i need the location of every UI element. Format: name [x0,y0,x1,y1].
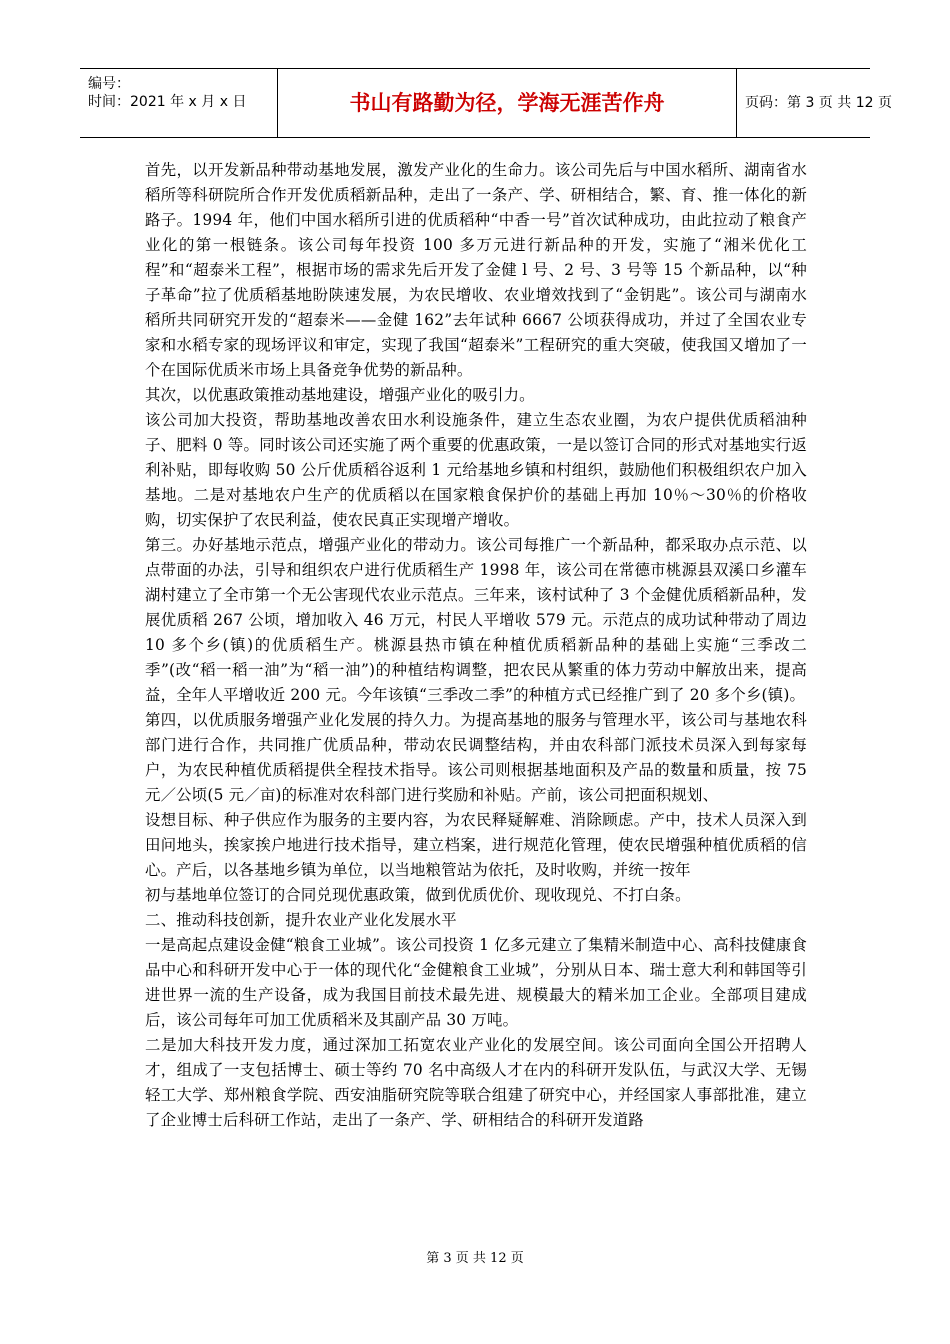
page-footer: 第 3 页 共 12 页 [426,1251,524,1266]
paragraph: 一是高起点建设金健“粮食工业城”。该公司投资 1 亿多元建立了集精米制造中心、高科技健康食品中心和科研开发中心于一体的现代化“金健粮食工业城”，分别从日本、瑞士意大利和韩国等引进世界一流的生产设备，成为我国目前技术最先进、规模最大的精米加工企业。全部项目建成后，该公司每年可加工优质稻米及其副产品 30 万吨。 [145,936,807,1029]
paragraph: 首先，以开发新品种带动基地发展，激发产业化的生命力。该公司先后与中国水稻所、湖南省水稻所等科研院所合作开发优质稻新品种，走出了一条产、学、研相结合，繁、育、推一体化的新路子。1994 年，他们中国水稻所引进的优质稻种“中香一号”首次试种成功，由此拉动了粮食产业化的第一根链条。该公司每年投资 100 多万元进行新品种的开发，实施了“湘米优化工程”和“超泰米工程”，根据市场的需求先后开发了金健 l 号、2 号、3 号等 15 个新品种，以“种子革命”拉了优质稻基地盼陕速发展，为农民增收、农业增效找到了“金钥匙”。该公司与湖南水稻所共同研究开发的“超泰米——金健 162”去年试种 6667 公顷获得成功，并过了全国农业专家和水稻专家的现场评议和审定，实现了我国“超泰米”工程研究的重大突破，使我国又增加了一个在国际优质米市场上具备竞争优势的新品种。 [145,161,807,379]
header-motto: 书山有路勤为径，学海无涯苦作舟 [278,69,737,137]
page-header [80,68,892,138]
section-heading: 二、推动科技创新，提升农业产业化发展水平 [145,911,457,929]
paragraph: 第三。办好基地示范点，增强产业化的带动力。该公司每推广一个新品种，都采取办点示范、以点带面的办法，引导和组织农户进行优质稻生产 1998 年，该公司在常德市桃源县双溪口乡灌车湖村建立了全市第一个无公害现代农业示范点。三年来，该村试种了 3 个金健优质稻新品种，发展优质稻 267 公顷，增加收入 46 万元，村民人平增收 579 元。示范点的成功试种带动了周边 10 多个乡(镇)的优质稻生产。桃源县热市镇在种植优质稻新品种的基础上实施“三季改二季”(改“稻一稻一油”为“稻一油”)的种植结构调整，把农民从繁重的体力劳动中解放出来，提高益，全年人平增收近 200 元。今年该镇“三季改二季”的种植方式已经推广到了 20 多个乡(镇)。 [145,536,807,704]
paragraph: 二是加大科技开发力度，通过深加工拓宽农业产业化的发展空间。该公司面向全国公开招聘人才，组成了一支包括博士、硕士等约 70 名中高级人才在内的科研开发队伍，与武汉大学、无锡轻工大学、郑州粮食学院、西安油脂研究院等联合组建了研究中心，并经国家人事部批准，建立了企业博士后科研工作站，走出了一条产、学、研相结合的科研开发道路 [145,1036,807,1129]
document-body [145,158,807,1133]
paragraph: 其次，以优惠政策推动基地建设，增强产业化的吸引力。 [145,386,535,404]
paragraph: 第四，以优质服务增强产业化发展的持久力。为提高基地的服务与管理水平，该公司与基地农科部门进行合作，共同推广优质品种，带动农民调整结构，并由农科部门派技术员深入到每家每户，为农民种植优质稻提供全程技术指导。该公司则根据基地面积及产品的数量和质量，按 75 元／公顷(5 元／亩)的标准对农科部门进行奖励和补贴。产前，该公司把面积规划、 [145,711,807,804]
header-info-cell [80,69,278,137]
paragraph: 设想目标、种子供应作为服务的主要内容，为农民释疑解难、消除顾虑。产中，技术人员深入到田问地头，挨家挨户地进行技术指导，建立档案，进行规范化管理，使农民增强种植优质稻的信心。产后，以各基地乡镇为单位，以当地粮管站为依托，及时收购，并统一按年 [145,811,807,879]
paragraph: 初与基地单位签订的合同兑现优惠政策，做到优质优价、现收现兑、不打白条。 [145,886,691,904]
time-label: 时间：2021 年 x 月 x 日 [88,94,247,110]
number-label: 编号： [88,76,130,92]
paragraph: 该公司加大投资，帮助基地改善农田水利设施条件，建立生态农业圈，为农户提供优质稻油种子、肥料 0 等。同时该公司还实施了两个重要的优惠政策，一是以签订合同的形式对基地实行返利补贴，即每收购 50 公斤优质稻谷返利 1 元给基地乡镇和村组织，鼓励他们积极组织农户加入基地。二是对基地农户生产的优质稻以在国家粮食保护价的基础上再加 10％～30％的价格收购，切实保护了农民利益，使农民真正实现增产增收。 [145,411,807,529]
header-page-number: 页码：第 3 页 共 12 页 [745,95,892,111]
